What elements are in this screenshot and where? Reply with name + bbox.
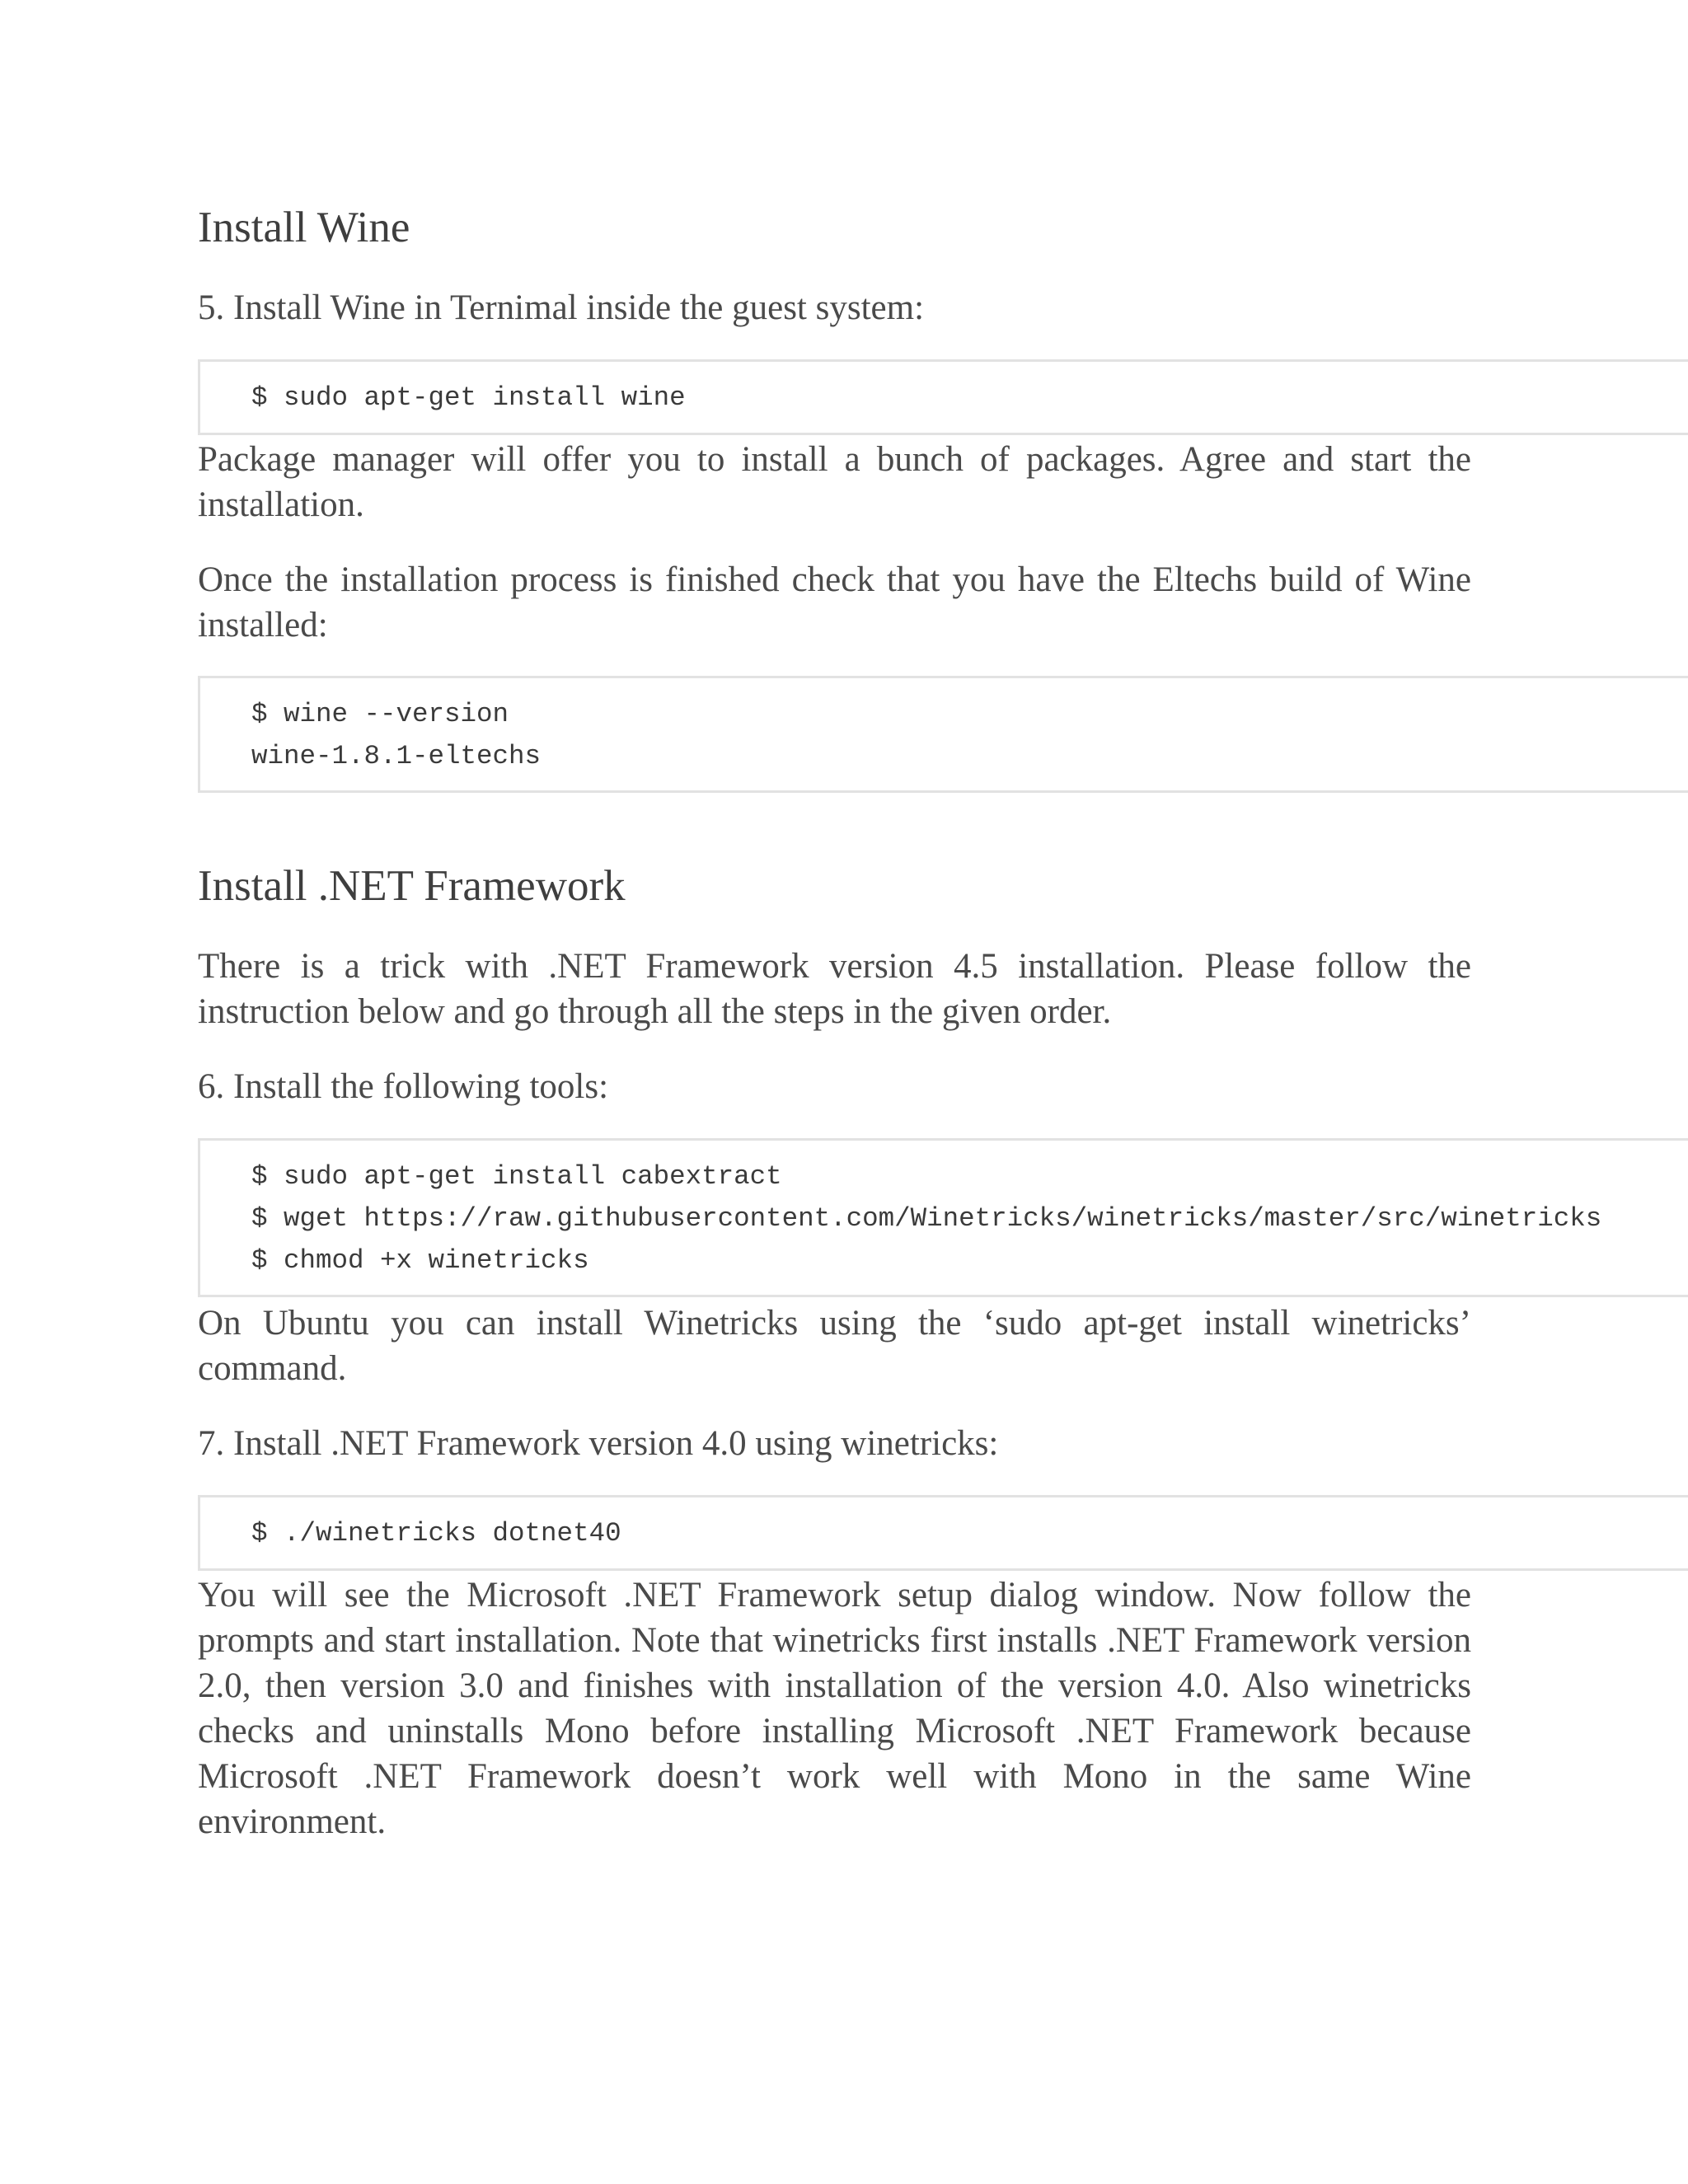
trick-paragraph: There is a trick with .NET Framework version 4.5 installation. Please follow the instruction below and go through all the steps in the given order. xyxy=(198,947,1471,1031)
code-block-dotnet40 xyxy=(198,1495,1688,1571)
heading-install-net-framework: Install .NET Framework xyxy=(198,862,626,910)
code-line: $ wget https://raw.githubusercontent.com/Winetricks/winetricks/master/src/winetricks xyxy=(251,1203,1602,1234)
code-block-wine-version xyxy=(198,676,1688,793)
code-line: wine-1.8.1-eltechs xyxy=(251,741,542,771)
code-line: $ sudo apt-get install cabextract xyxy=(251,1161,782,1192)
package-manager-paragraph: Package manager will offer you to install a bunch of packages. Agree and start the installation. xyxy=(198,440,1471,524)
step-6-text: 6. Install the following tools: xyxy=(198,1067,609,1106)
code-line: $ sudo apt-get install wine xyxy=(251,382,686,413)
code-line: $ ./winetricks dotnet40 xyxy=(251,1518,621,1549)
step-7-text: 7. Install .NET Framework version 4.0 using winetricks: xyxy=(198,1424,999,1463)
code-block-install-wine xyxy=(198,359,1688,435)
code-line: $ chmod +x winetricks xyxy=(251,1245,589,1276)
code-block-tools xyxy=(198,1138,1688,1297)
code-line: $ wine --version xyxy=(251,699,509,729)
step-5-text: 5. Install Wine in Ternimal inside the guest system: xyxy=(198,288,925,327)
heading-install-wine: Install Wine xyxy=(198,204,410,251)
check-version-paragraph: Once the installation process is finished check that you have the Eltechs build of Wine installed: xyxy=(198,560,1471,644)
ubuntu-paragraph: On Ubuntu you can install Winetricks using the ‘sudo apt-get install winetricks’ command. xyxy=(198,1304,1471,1388)
setup-dialog-paragraph: You will see the Microsoft .NET Framework setup dialog window. Now follow the prompts and start installation. Note that winetricks first installs .NET Framework version 2.0, then version 3.0 and finishes with installation of the version 4.0. Also winetricks checks and uninstalls Mono before installing Microsoft .NET Framework because Microsoft .NET Framework doesn’t work well with Mono in the same Wine environment. xyxy=(198,1576,1471,1841)
